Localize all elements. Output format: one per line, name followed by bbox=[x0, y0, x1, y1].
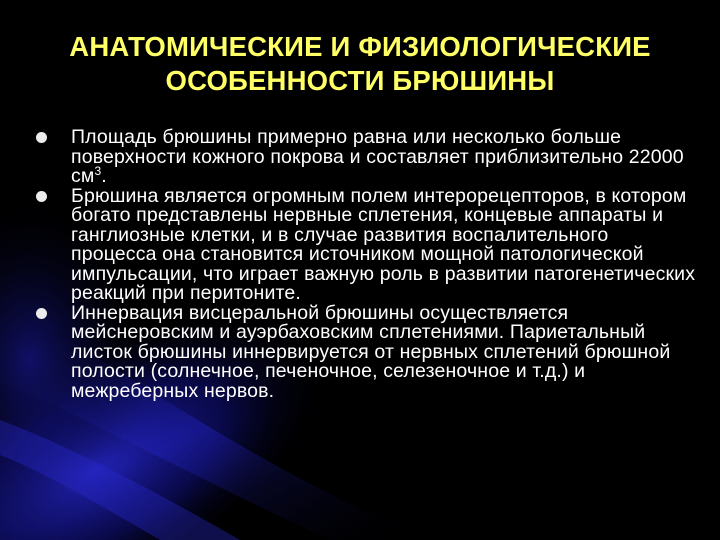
bullet-text-suffix: . bbox=[101, 165, 107, 187]
bullet-text: Брюшина является огромным полем интерорецепторов, в котором богато представлены нервные сплетения, концевые аппараты и ганглиозные клетки, и в случае развития воспалительного процесса она становится источником мощной патологической импульсации, что играет важную роль в развитии патогенетических реакций при перитоните. bbox=[71, 184, 696, 304]
bullet-icon bbox=[36, 191, 47, 202]
bullet-item bbox=[0, 128, 720, 187]
slide-title bbox=[0, 30, 720, 98]
bullet-item bbox=[0, 184, 720, 304]
title-line-2: ОСОБЕННОСТИ БРЮШИНЫ bbox=[165, 65, 555, 96]
bullet-text: Иннервация висцеральной брюшины осуществляется мейснеровским и ауэрбаховским сплетениями. Париетальный листок брюшины иннервируется от нервных сплетений брюшной полости (солнечное, печеночное, селезеночное и т.д.) и межреберных нервов. bbox=[71, 301, 671, 402]
bullet-text-main: Площадь брюшины примерно равна или несколько больше поверхности кожного покрова и составляет приблизительно 22000 см bbox=[71, 126, 684, 187]
bullet-text bbox=[71, 128, 696, 187]
superscript: 3 bbox=[94, 164, 102, 178]
title-line-1: АНАТОМИЧЕСКИЕ И ФИЗИОЛОГИЧЕСКИЕ bbox=[69, 31, 651, 62]
bullet-list bbox=[0, 128, 720, 401]
bullet-icon bbox=[36, 132, 47, 143]
bullet-icon bbox=[36, 308, 47, 319]
bullet-item bbox=[0, 301, 720, 402]
